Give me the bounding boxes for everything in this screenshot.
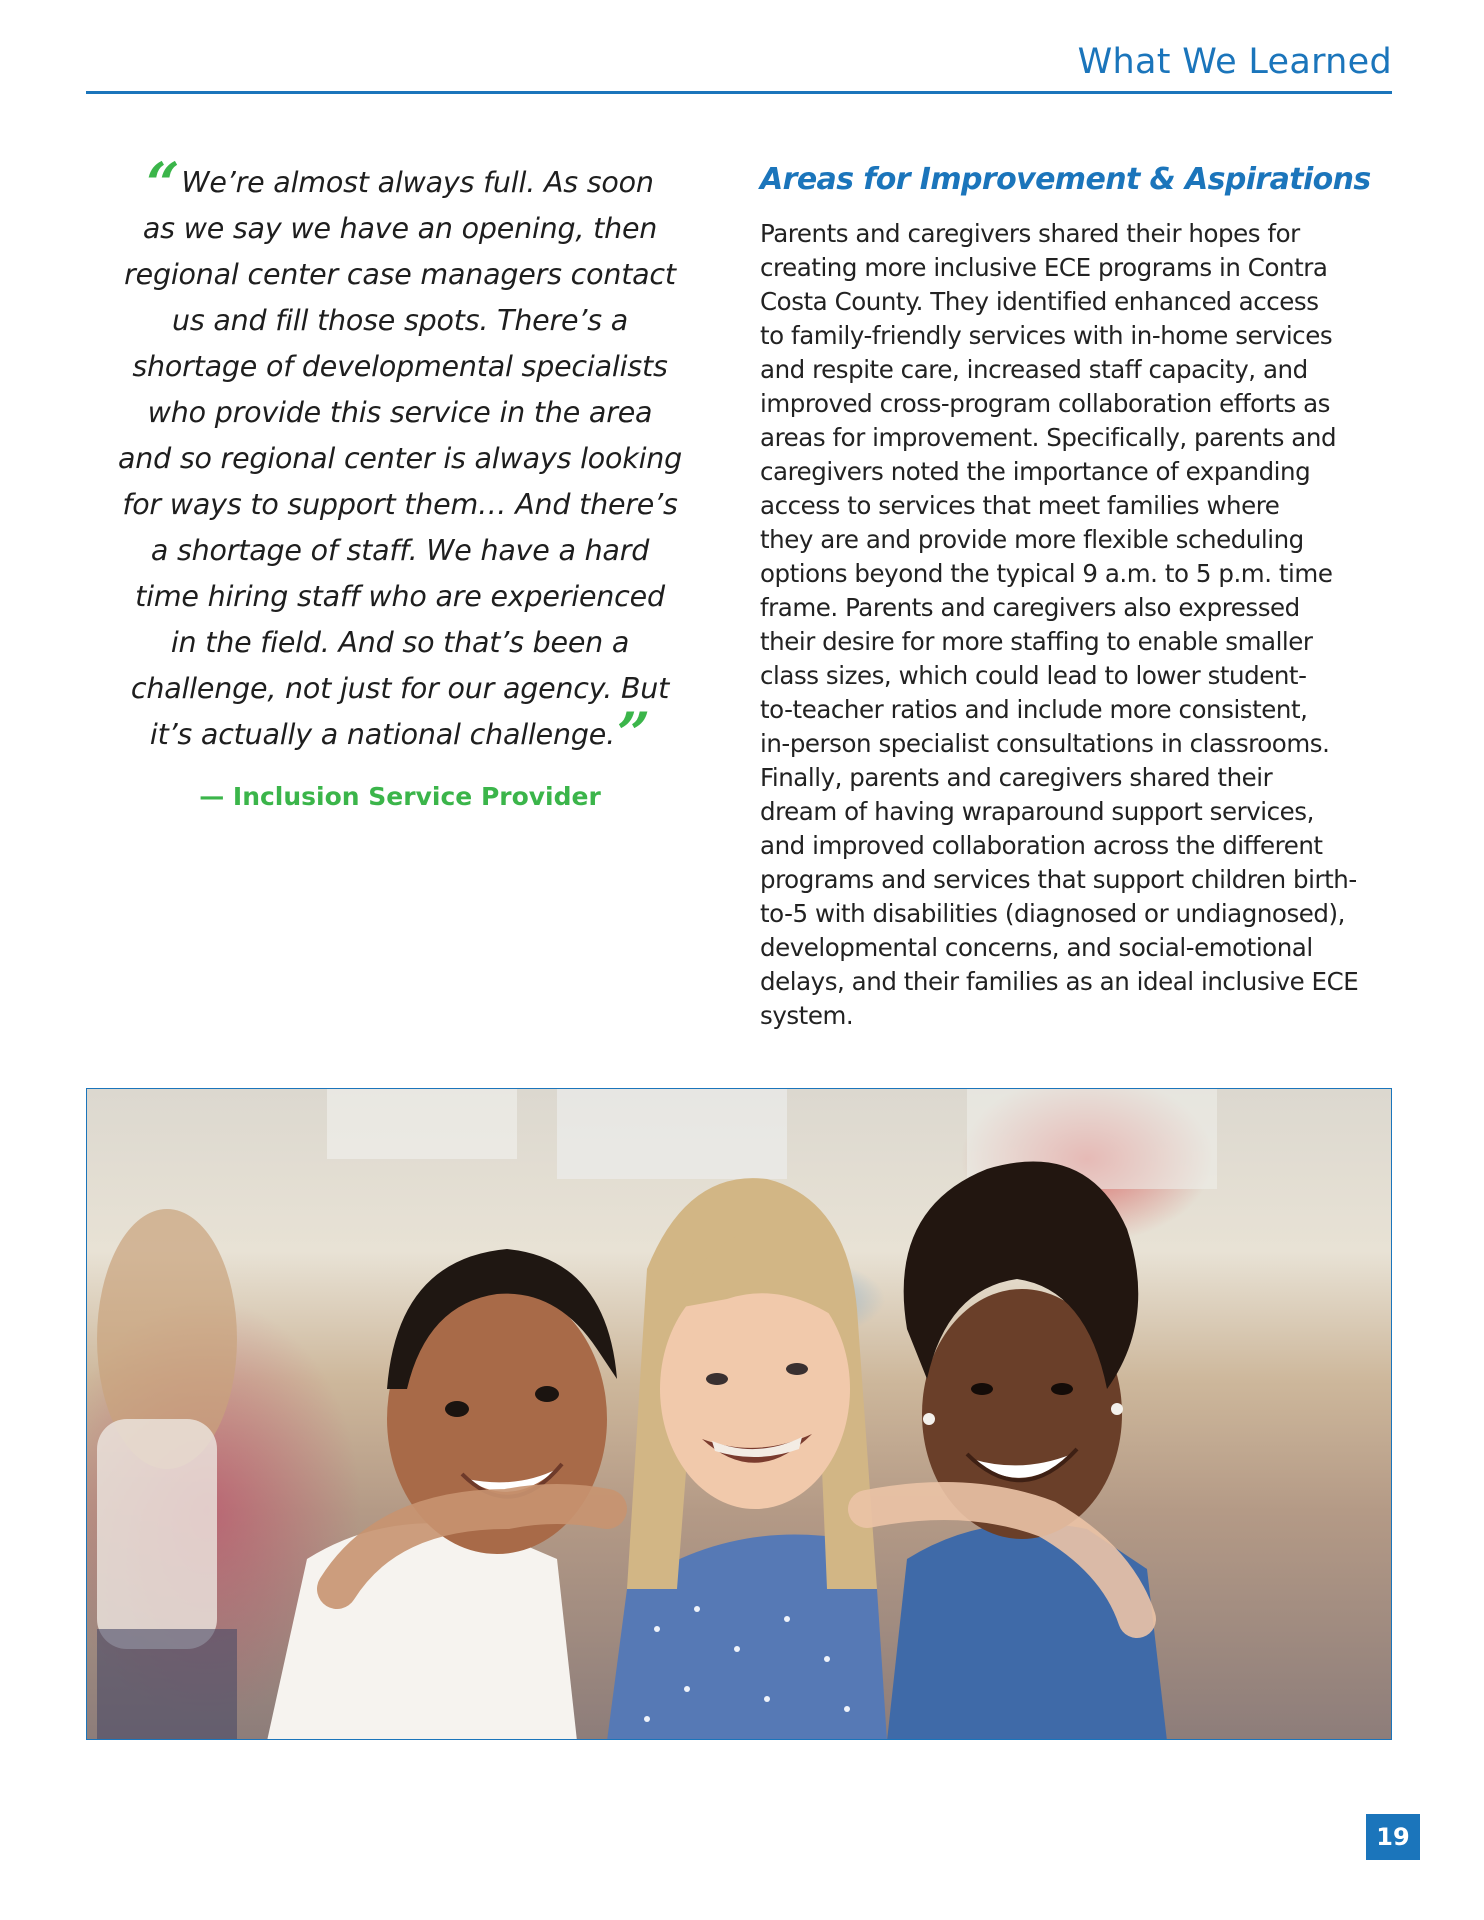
body-line: their desire for more staffing to enable smaller — [760, 627, 1313, 656]
body-line: and improved collaboration across the different — [760, 831, 1323, 860]
quote-text — [110, 150, 690, 768]
body-line: system. — [760, 1001, 854, 1030]
quote-line: time hiring staff who are experienced — [135, 580, 665, 613]
quote-line: us and fill those spots. There’s a — [171, 304, 629, 337]
quote-line: challenge, not just for our agency. But — [130, 672, 670, 705]
page-header — [86, 36, 1392, 94]
quote-line: regional center case managers contact — [124, 258, 676, 291]
children-photo — [86, 1088, 1392, 1740]
body-line: programs and services that support children birth- — [760, 865, 1357, 894]
body-line: improved cross-program collaboration efforts as — [760, 389, 1330, 418]
section-title: What We Learned — [1077, 42, 1392, 82]
page-number: 19 — [1366, 1814, 1420, 1860]
quote-line: a shortage of staff. We have a hard — [150, 534, 650, 567]
body-line: Finally, parents and caregivers shared their — [760, 763, 1273, 792]
quote-line: who provide this service in the area — [147, 396, 653, 429]
body-line: areas for improvement. Specifically, parents and — [760, 423, 1337, 452]
quote-line-text: it’s actually a national challenge. — [149, 718, 615, 751]
pull-quote — [110, 150, 690, 811]
body-line: creating more inclusive ECE programs in Contra — [760, 253, 1328, 282]
body-line: they are and provide more flexible scheduling — [760, 525, 1304, 554]
quote-line — [110, 150, 690, 218]
open-quote-icon: “ — [146, 150, 180, 218]
section-heading: Areas for Improvement & Aspirations — [760, 162, 1371, 197]
quote-line: for ways to support them… And there’s — [122, 488, 678, 521]
close-quote-icon: ” — [616, 700, 651, 768]
quote-line: as we say we have an opening, then — [142, 212, 658, 245]
body-line: to-teacher ratios and include more consistent, — [760, 695, 1308, 724]
body-line: in-person specialist consultations in classrooms. — [760, 729, 1330, 758]
body-line: developmental concerns, and social-emotional — [760, 933, 1313, 962]
body-line: delays, and their families as an ideal inclusive ECE — [760, 967, 1359, 996]
quote-line: shortage of developmental specialists — [132, 350, 668, 383]
body-line: dream of having wraparound support services, — [760, 797, 1314, 826]
quote-line — [110, 700, 690, 768]
body-paragraph — [760, 217, 1400, 1033]
improvement-section — [760, 162, 1400, 1033]
quote-line-text: We’re almost always full. As soon — [181, 166, 654, 199]
body-line: Parents and caregivers shared their hopes for — [760, 219, 1300, 248]
body-line: caregivers noted the importance of expanding — [760, 457, 1311, 486]
children-illustration — [87, 1089, 1392, 1740]
body-line: Costa County. They identified enhanced access — [760, 287, 1319, 316]
body-line: class sizes, which could lead to lower student- — [760, 661, 1307, 690]
body-line: to family-friendly services with in-home services — [760, 321, 1333, 350]
quote-attribution: — Inclusion Service Provider — [199, 782, 601, 811]
body-line: to-5 with disabilities (diagnosed or undiagnosed), — [760, 899, 1345, 928]
body-line: options beyond the typical 9 a.m. to 5 p.m. time — [760, 559, 1333, 588]
quote-line: in the field. And so that’s been a — [170, 626, 630, 659]
quote-line: and so regional center is always looking — [117, 442, 683, 475]
body-line: frame. Parents and caregivers also expressed — [760, 593, 1300, 622]
body-line: access to services that meet families where — [760, 491, 1280, 520]
body-line: and respite care, increased staff capacity, and — [760, 355, 1308, 384]
